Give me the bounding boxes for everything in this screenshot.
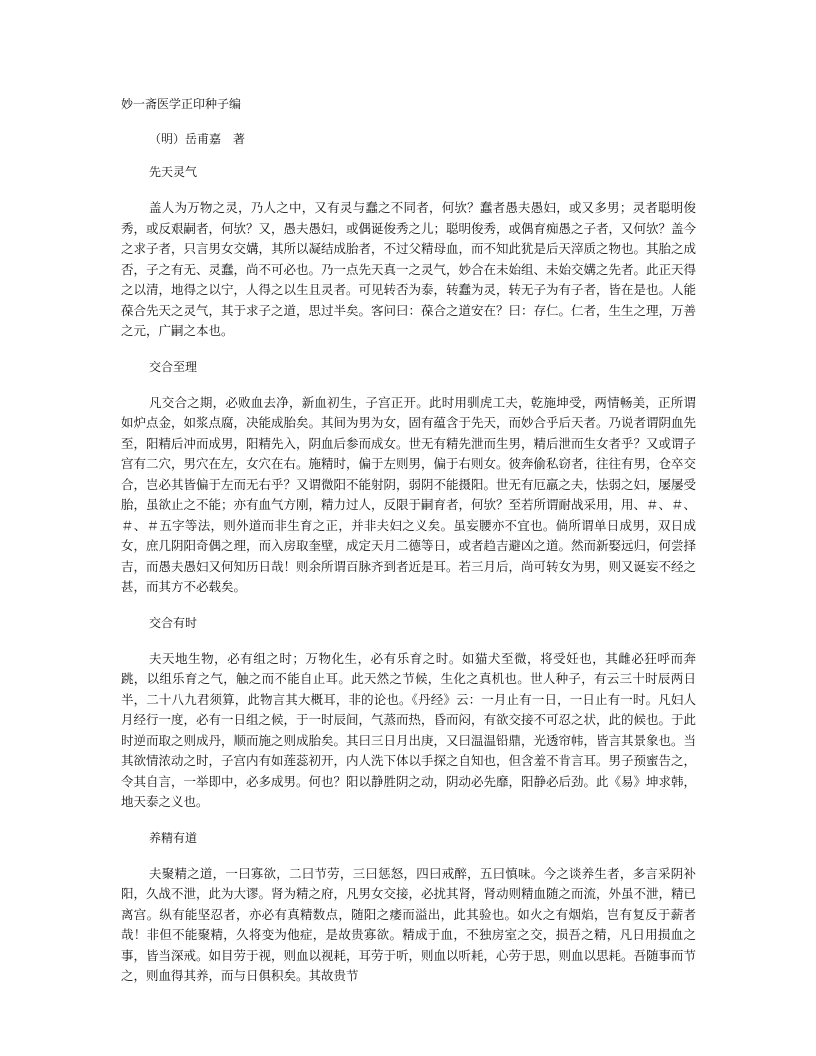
section-heading: 先天灵气 bbox=[149, 165, 198, 179]
section-heading: 交合有时 bbox=[149, 615, 198, 630]
section-body: 凡交合之期，必败血去净，新血初生，子宫正开。此时用驯虎工夫，乾施坤受，两情畅美，正所谓如炉点金，如浆点腐，决能成胎矣。其间为男为女，固有蕴含于先天，而妙合乎后天者。乃说者谓阴血先至，阳精后冲而成男，阳精先入，阴血后参而成女。世无有精先泄而生男，精后泄而生女者乎？又或谓子宫有二穴，男穴在左，女穴在右。施精时，偏于左则男，偏于右则女。彼奔偷私窃者，往往有男，仓卒交合，岂必其皆偏于左而无右乎？又谓微阳不能射阴，弱阴不能摄阳。世无有厄羸之夫，怯弱之妇，屡屡受胎，虽欲止之不能；亦有血气方刚，精力过人，反限于嗣育者，何欤？至若所谓耐战采用，用、＃、＃、＃、＃五字等法，则外道而非生育之正，并非夫妇之义矣。虽妄腰亦不宜也。倘所谓单日成男，双日成女，庶几阴阳奇偶之理，而入房取奎壁，成定天月二德等日，或者趋吉避凶之道。然而新娶远归，何尝择吉，而愚夫愚妇又何知历日哉！则余所谓百脉齐到者近是耳。若三月后，尚可转女为男，则又诞妄不经之甚，而其方不必载矣。 bbox=[121, 394, 697, 594]
section-jiaohe-zhili bbox=[121, 360, 696, 598]
document-author: （明）岳甫嘉 著 bbox=[149, 132, 246, 146]
section-body: 盖人为万物之灵，乃人之中，又有灵与蠢之不同者，何欤？蠢者愚夫愚妇，或又多男；灵者聪明俊秀，或反艰嗣者，何欤？又，愚夫愚妇，或偶诞俊秀之儿；聪明俊秀，或偶育痴愚之子者，又何欤？盖今之求子者，只言男女交媾，其所以凝结成胎者，不过父精母血，而不知此犹是后天滓质之物也。其胎之成否，子之有无、灵蠢，尚不可必也。乃一点先天真一之灵气，妙合在未始组、未始交媾之先者。此正天得之以清，地得之以宁，人得之以生且灵者。可见转否为泰，转蠢为灵，转无子为有子者，皆在是也。人能葆合先天之灵气，其于求子之道，思过半矣。客问曰：葆合之道安在？曰：存仁。仁者，生生之理，万善之元，广嗣之本也。 bbox=[121, 200, 697, 338]
section-yangjing-youdao bbox=[121, 831, 696, 987]
document-title: 妙一斋医学正印种子编 bbox=[121, 97, 242, 111]
section-heading: 交合至理 bbox=[149, 359, 198, 374]
section-body: 夫聚精之道，一曰寡欲，二曰节劳，三曰惩怒，四曰戒醉，五曰慎味。今之谈养生者，多言采阴补阳，久战不泄，此为大谬。肾为精之府，凡男女交接，必扰其肾，肾动则精血随之而流，外虽不泄，精已离宫。纵有能坚忍者，亦必有真精数点，随阳之痿而溢出，此其验也。如火之有烟焰，岂有复反于薪者哉！非但不能聚精，久将变为他症，是故贵寡欲。精成于血，不独房室之交，损吾之精，凡日用损血之事，皆当深戒。如目劳于视，则血以视耗，耳劳于听，则血以听耗，心劳于思，则血以思耗。吾随事而节之，则血得其养，而与日俱积矣。其故贵节 bbox=[121, 865, 697, 983]
document-page bbox=[121, 97, 696, 1005]
section-xiantian-lingqi bbox=[121, 165, 696, 342]
section-jiaohe-youshi bbox=[121, 616, 696, 813]
section-body: 夫天地生物，必有组之时；万物化生，必有乐育之时。如猫犬至微，将受妊也，其雌必狂呼而奔跳，以组乐育之气，触之而不能自止耳。此天然之节候，生化之真机也。世人种子，有云三十时辰两日半，二十八九君须算，此物言其大概耳，非的论也。《丹经》云：一月止有一日，一日止有一时。凡妇人月经行一度，必有一日组之候，于一时辰间，气蒸而热，昏而闷，有欲交接不可忍之状，此的候也。于此时逆而取之则成丹，顺而施之则成胎矣。其曰三日月出庚，又曰温温铅鼎，光透帘帏，皆言其景象也。当其欲情浓动之时，子宫内有如莲蕊初开，内人洗下体以手探之自知也，但含羞不肯言耳。男子预蜜告之，令其自言，一举即中，必多成男。何也？阳以静胜阴之动，阴动必先靡，阳静必后劲。此《易》坤求韩，地天泰之义也。 bbox=[121, 650, 697, 809]
section-heading: 养精有道 bbox=[149, 830, 198, 845]
